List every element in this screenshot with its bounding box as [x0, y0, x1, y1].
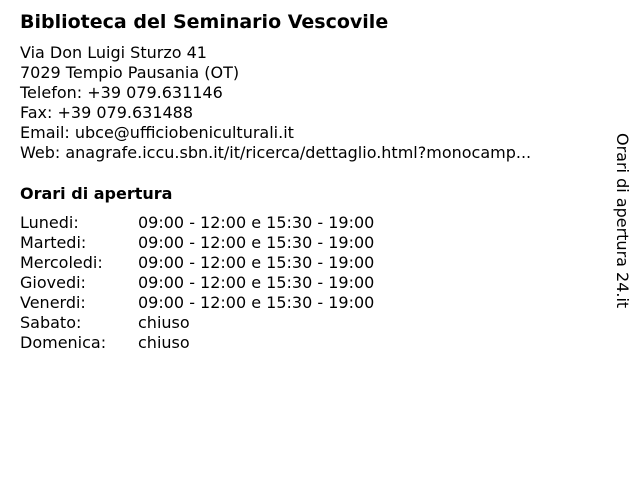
- phone-line: Telefon: +39 079.631146: [20, 83, 223, 102]
- hours-value: chiuso: [138, 333, 190, 352]
- day-label: Martedi:: [20, 233, 87, 252]
- day-label: Sabato:: [20, 313, 82, 332]
- hours-value: 09:00 - 12:00 e 15:30 - 19:00: [138, 253, 375, 272]
- hours-value: chiuso: [138, 313, 190, 332]
- hours-value: 09:00 - 12:00 e 15:30 - 19:00: [138, 273, 375, 292]
- day-label: Mercoledi:: [20, 253, 103, 272]
- fax-line: Fax: +39 079.631488: [20, 103, 194, 122]
- hours-value: 09:00 - 12:00 e 15:30 - 19:00: [138, 233, 375, 252]
- site-brand-vertical: Orari di apertura 24.it: [613, 133, 632, 309]
- day-label: Venerdi:: [20, 293, 86, 312]
- email-line: Email: ubce@ufficiobeniculturali.it: [20, 123, 294, 142]
- library-name: Biblioteca del Seminario Vescovile: [20, 11, 389, 33]
- opening-hours-heading: Orari di apertura: [20, 184, 173, 203]
- contact-details: [20, 43, 531, 163]
- hours-value: 09:00 - 12:00 e 15:30 - 19:00: [138, 293, 375, 312]
- hours-value: 09:00 - 12:00 e 15:30 - 19:00: [138, 213, 375, 232]
- day-label: Lunedi:: [20, 213, 79, 232]
- web-line: Web: anagrafe.iccu.sbn.it/it/ricerca/dettaglio.html?monocamp...: [20, 143, 532, 162]
- city-line: 7029 Tempio Pausania (OT): [20, 63, 240, 82]
- address-line: Via Don Luigi Sturzo 41: [20, 43, 207, 62]
- day-label: Giovedi:: [20, 273, 86, 292]
- day-label: Domenica:: [20, 333, 107, 352]
